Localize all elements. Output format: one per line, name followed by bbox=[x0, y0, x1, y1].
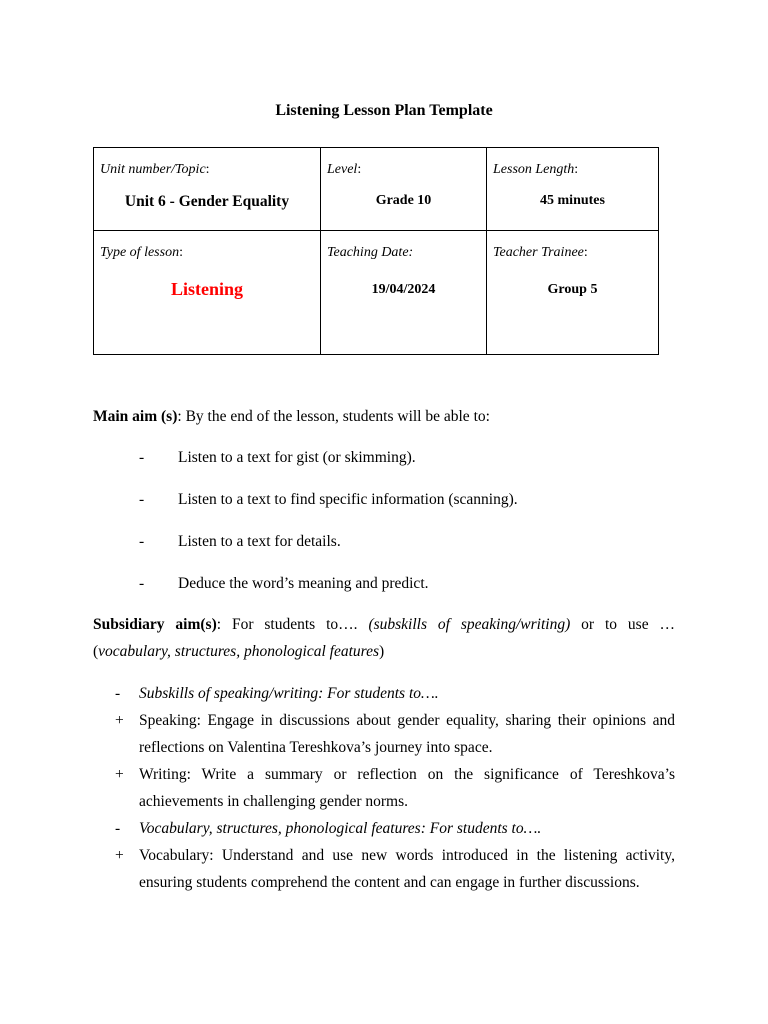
main-aim-text: : By the end of the lesson, students will be able to: bbox=[177, 408, 490, 425]
list-item bbox=[93, 528, 675, 570]
type-label: Type of lesson: bbox=[100, 245, 183, 260]
list-marker: - bbox=[139, 449, 145, 466]
list-item bbox=[93, 680, 675, 707]
list-item bbox=[93, 842, 675, 896]
list-item bbox=[93, 486, 675, 528]
unit-value: Unit 6 - Gender Equality bbox=[124, 193, 290, 210]
level-cell bbox=[321, 148, 487, 231]
list-item bbox=[93, 707, 675, 761]
unit-cell bbox=[94, 148, 321, 231]
subsidiary-text-2: or to use … ( bbox=[93, 616, 675, 660]
subsidiary-text-3: ) bbox=[379, 643, 385, 660]
list-item-text: Vocabulary: Understand and use new words introduced in the listening activity, ensuring students comprehend the content and can engage in further discussions. bbox=[139, 847, 675, 891]
list-item bbox=[93, 570, 675, 612]
unit-label: Unit number/Topic: bbox=[100, 162, 210, 177]
type-cell bbox=[94, 231, 321, 355]
list-item-text: Listen to a text for gist (or skimming). bbox=[178, 449, 416, 466]
list-marker: - bbox=[115, 685, 121, 702]
subsidiary-text-1: : For students to…. bbox=[216, 616, 369, 633]
main-aim-paragraph bbox=[93, 403, 675, 430]
main-aim-list bbox=[93, 444, 675, 612]
list-marker: + bbox=[115, 766, 124, 783]
subsidiary-italic-1: (subskills of speaking/writing) bbox=[368, 616, 571, 633]
list-marker: - bbox=[139, 575, 145, 592]
table-row bbox=[94, 148, 659, 231]
trainee-cell bbox=[487, 231, 659, 355]
lesson-info-table bbox=[93, 147, 659, 355]
level-label: Level: bbox=[327, 162, 362, 177]
list-item bbox=[93, 815, 675, 842]
subsidiary-aim-paragraph bbox=[93, 611, 675, 665]
trainee-label: Teacher Trainee: bbox=[493, 245, 588, 260]
list-item-text: Deduce the word’s meaning and predict. bbox=[178, 575, 429, 592]
main-aim-label: Main aim (s) bbox=[93, 408, 178, 425]
subsidiary-italic-2: vocabulary, structures, phonological features bbox=[98, 643, 380, 660]
list-item bbox=[93, 444, 675, 486]
type-value: Listening bbox=[170, 279, 244, 299]
list-marker: - bbox=[115, 820, 121, 837]
subsidiary-aim-list bbox=[93, 680, 675, 896]
level-value: Grade 10 bbox=[375, 193, 432, 208]
list-item-text: Listen to a text to find specific information (scanning). bbox=[178, 491, 518, 508]
list-item bbox=[93, 761, 675, 815]
list-item-text: Writing: Write a summary or reflection on the significance of Tereshkova’s achievements in challenging gender norms. bbox=[139, 766, 675, 810]
list-item-text: Vocabulary, structures, phonological features: For students to…. bbox=[139, 820, 542, 837]
list-marker: + bbox=[115, 712, 124, 729]
list-marker: - bbox=[139, 491, 145, 508]
list-item-text: Subskills of speaking/writing: For students to…. bbox=[139, 685, 439, 702]
page-title: Listening Lesson Plan Template bbox=[275, 102, 493, 119]
list-item-text: Speaking: Engage in discussions about gender equality, sharing their opinions and reflections on Valentina Tereshkova’s journey into space. bbox=[139, 712, 675, 756]
list-marker: + bbox=[115, 847, 124, 864]
date-label: Teaching Date: bbox=[327, 245, 414, 260]
length-label: Lesson Length: bbox=[493, 162, 579, 177]
length-value: 45 minutes bbox=[540, 193, 605, 208]
length-cell bbox=[487, 148, 659, 231]
date-cell bbox=[321, 231, 487, 355]
date-value: 19/04/2024 bbox=[371, 282, 436, 297]
list-marker: - bbox=[139, 533, 145, 550]
list-item-text: Listen to a text for details. bbox=[178, 533, 341, 550]
subsidiary-aim-label: Subsidiary aim(s) bbox=[93, 616, 217, 633]
table-row bbox=[94, 231, 659, 355]
trainee-value: Group 5 bbox=[547, 282, 598, 297]
